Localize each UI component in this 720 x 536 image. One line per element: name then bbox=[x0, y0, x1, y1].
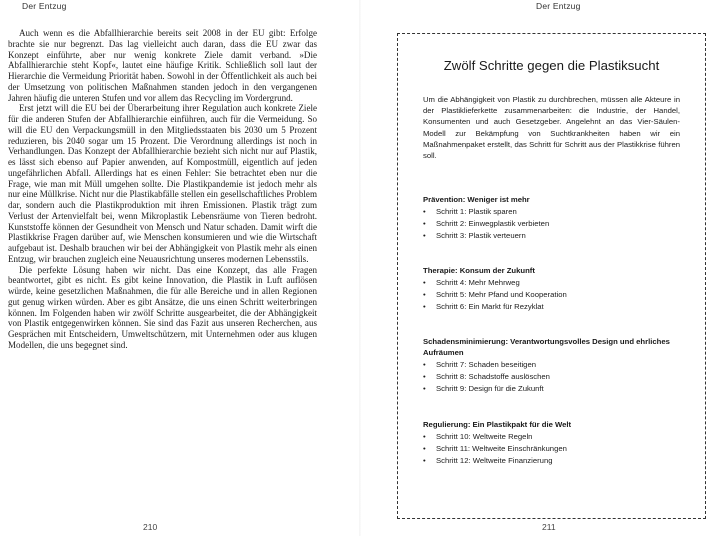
box-title: Zwölf Schritte gegen die Plastiksucht bbox=[443, 58, 660, 73]
section-heading: Schadensminimierung: Verantwortungsvolles Design und ehrliches Aufräumen bbox=[423, 337, 670, 358]
step-label: Schritt 10: Weltweite Regeln bbox=[436, 432, 533, 442]
bullet-icon: • bbox=[423, 218, 426, 228]
step-label: Schritt 11: Weltweite Einschränkungen bbox=[436, 443, 567, 453]
list-item bbox=[423, 230, 685, 242]
bullet-icon: • bbox=[423, 443, 426, 453]
info-box bbox=[397, 33, 706, 519]
section-heading: Prävention: Weniger ist mehr bbox=[423, 195, 530, 204]
bullet-icon: • bbox=[423, 289, 426, 299]
box-intro: Um die Abhängigkeit von Plastik zu durchbrechen, müssen alle Akteure in der Plastiklieferkette zusammenarbeiten: die Industrie, der Handel, Konsumenten und auch Gesetzgeber. Angelehnt an das Vier-Säulen-Modell zur Bekämpfung von Suchtkrankheiten haben wir ein Maßnahmenpaket erstellt, das Schritt für Schritt aus der Plastikkrise führen soll. bbox=[423, 95, 680, 161]
bullet-icon: • bbox=[423, 383, 426, 393]
list-item bbox=[423, 218, 685, 230]
section-schadensminimierung bbox=[423, 336, 685, 395]
bullet-icon: • bbox=[423, 207, 426, 217]
step-label: Schritt 5: Mehr Pfand und Kooperation bbox=[436, 289, 567, 299]
bullet-icon: • bbox=[423, 301, 426, 311]
list-item bbox=[423, 206, 685, 218]
page-number-left: 210 bbox=[143, 522, 158, 532]
page-number-right: 211 bbox=[542, 522, 556, 532]
bullet-icon: • bbox=[423, 278, 426, 288]
step-label: Schritt 12: Weltweite Finanzierung bbox=[436, 455, 553, 465]
paragraph: Auch wenn es die Abfallhierarchie bereits seit 2008 in der EU gibt: Erfolge brachte sie nur begrenzt. Das lag vielleicht auch daran, dass die EU zwar das Konzept einführte, aber nur wenig konkrete Ziele damit verband. »Die Abfallhierarchie steht Kopf«, lautet eine häufige Kritik. Schließlich soll laut der Hierarchie die Vermeidung Priorität haben. Sowohl in der Öffentlichkeit als auch bei der Umsetzung von politischen Maßnahmen standen jedoch in den vergangenen Jahren häufig die unteren Stufen und vor allem das Recycling im Vordergrund. bbox=[8, 28, 317, 103]
list-item bbox=[423, 443, 685, 455]
step-label: Schritt 9: Design für die Zukunft bbox=[436, 383, 544, 393]
step-list bbox=[423, 431, 685, 466]
step-label: Schritt 2: Einwegplastik verbieten bbox=[436, 218, 550, 228]
step-list bbox=[423, 277, 685, 312]
list-item bbox=[423, 371, 685, 383]
list-item bbox=[423, 383, 685, 395]
step-list bbox=[423, 206, 685, 241]
step-label: Schritt 7: Schaden beseitigen bbox=[436, 360, 537, 370]
section-praevention bbox=[423, 194, 685, 241]
list-item bbox=[423, 301, 685, 313]
list-item bbox=[423, 431, 685, 443]
bullet-icon: • bbox=[423, 432, 426, 442]
paragraph: Die perfekte Lösung haben wir nicht. Das eine Konzept, das alle Fragen beantwortet, gibt es nicht. Es gibt keine Innovation, die Plastik in Luft auflösen würde, keine gesetzlichen Maßnahmen, die für alle Bereiche und in allen Regionen gut genug wirken würden. Aber es gibt Ansätze, die uns einen Schritt weiterbringen können. Im Folgenden haben wir zwölf Schritte ausgearbeitet, die der Abhängigkeit von Plastik entgegenwirken können. Sie sind das Fazit aus unseren Recherchen, aus Gesprächen mit Entscheidern, Umweltschützern, mit Unternehmen oder aus klugen Modellen, die uns begegnet sind. bbox=[8, 264, 317, 350]
list-item bbox=[423, 277, 685, 289]
step-label: Schritt 3: Plastik verteuern bbox=[436, 230, 526, 240]
running-head-right: Der Entzug bbox=[536, 1, 581, 11]
step-label: Schritt 6: Ein Markt für Rezyklat bbox=[436, 301, 544, 311]
step-label: Schritt 8: Schadstoffe auslöschen bbox=[436, 372, 550, 382]
bullet-icon: • bbox=[423, 372, 426, 382]
section-therapie bbox=[423, 265, 685, 312]
section-heading: Regulierung: Ein Plastikpakt für die Welt bbox=[423, 420, 572, 429]
step-list bbox=[423, 359, 685, 394]
step-label: Schritt 1: Plastik sparen bbox=[436, 207, 517, 217]
section-regulierung bbox=[423, 419, 685, 466]
step-label: Schritt 4: Mehr Mehrweg bbox=[436, 278, 520, 288]
section-heading: Therapie: Konsum der Zukunft bbox=[423, 266, 535, 275]
list-item bbox=[423, 289, 685, 301]
bullet-icon: • bbox=[423, 455, 426, 465]
right-page bbox=[360, 0, 720, 536]
paragraph: Erst jetzt will die EU bei der Überarbeitung ihrer Regulation auch konkrete Ziele für die anderen Stufen der Abfallhierarchie einführen, auch für die Vermeidung. So will die EU den Verpackungsmüll in den Mitgliedsstaaten bis 2030 um 5 Prozent reduzieren, bis 2040 sogar um 15 Prozent. Die Verordnung allerdings ist noch in Verhandlungen. Das Konzept der Abfallhierarchie bezieht sich nicht nur auf Plastik, es lässt sich ebenso auf Papier anwenden, auf Kompostmüll, eigentlich auf jeden ungefährlichen Abfall. Allerdings hat es einen Fehler: Sie betrachtet eben nur die Frage, wie man mit Müll umgehen sollte. Die Plastikpandemie ist jedoch mehr als nur eine Müllkrise. Nicht nur die Plastikabfälle stellen ein gesellschaftliches Problem dar, sondern auch die Plastikproduktion mit ihren Emissionen. Plastik trägt zum Verlust der Artenvielfalt bei, wenn Mikroplastik Lebensräume von Tieren bedroht. Kunststoffe können der Gesundheit von Mensch und Natur schaden. Damit wirft die Plastikkrise Fragen darüber auf, wie Menschen konsumieren und wie die Wirtschaft aufgebaut ist. Deshalb brauchen wir bei der Abhängigkeit von Plastik mehr als einen Entzug, wir brauchen zugleich eine Neuausrichtung unseres modernen Lebensstils. bbox=[8, 103, 317, 264]
running-head-left: Der Entzug bbox=[22, 1, 67, 11]
list-item bbox=[423, 359, 685, 371]
bullet-icon: • bbox=[423, 360, 426, 370]
list-item bbox=[423, 455, 685, 467]
body-text bbox=[8, 28, 317, 351]
bullet-icon: • bbox=[423, 230, 426, 240]
